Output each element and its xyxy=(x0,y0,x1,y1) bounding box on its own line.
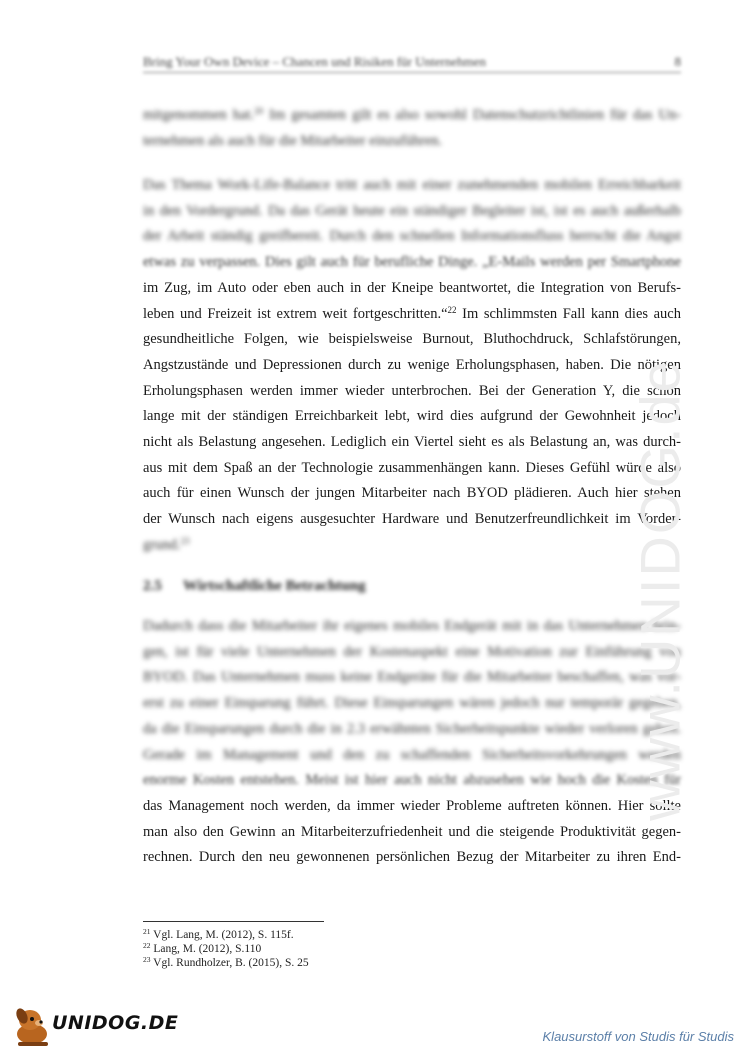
section-title: Wirtschaftliche Betrachtung xyxy=(183,578,366,594)
footnote-23: $^{23}$ Vgl. Rundholzer, B. (2015), S. 25 xyxy=(143,955,309,969)
footnote-ref: 22 xyxy=(447,304,457,315)
watermark-text: www.UNIDOG.de xyxy=(628,359,692,821)
dog-mascot-icon xyxy=(10,1004,56,1048)
text-line: etwas zu verpassen. Dies gilt auch für berufliche Dinge. „E-Mails werden per Smartphone xyxy=(143,254,681,271)
text-line: gen, ist für viele Unternehmen der Kostenaspekt eine Motivation zur Einführung von xyxy=(143,643,681,660)
footnote-22: $^{22}$ Lang, M. (2012), S.110 xyxy=(143,941,262,955)
footnote-21: $^{21}$ Vgl. Lang, M. (2012), S. 115f. xyxy=(143,927,294,941)
text-line: Angstzustände und Depressionen durch zu wenige Erholungsphasen, haben. Die nötigen xyxy=(143,356,681,373)
footnote-separator xyxy=(143,921,324,922)
footnotes xyxy=(143,928,309,970)
text-line: auch für einen Wunsch der jungen Mitarbeiter nach BYOD plädieren. Auch hier stehen xyxy=(143,485,681,502)
text-line: gesundheitliche Folgen, wie beispielsweise Burnout, Bluthochdruck, Schlafstörungen, xyxy=(143,331,681,348)
page-number: 8 xyxy=(674,54,681,69)
text-line: im Zug, im Auto oder eben auch in der Kneipe beantwortet, die Integration von Berufs- xyxy=(143,279,681,296)
text-line: Erholungsphasen werden immer wieder unterbrochen. Bei der Generation Y, die schon xyxy=(143,382,681,399)
text-line: man also den Gewinn an Mitarbeiterzufriedenheit und die steigende Produktivität gegen- xyxy=(143,823,681,840)
text-line: enorme Kosten entstehen. Meist ist hier auch nicht abzusehen wie hoch die Kosten für xyxy=(143,772,681,789)
footnote-ref: 20 xyxy=(254,106,264,116)
footnote-ref: 23 xyxy=(180,535,190,546)
text-line: in den Vordergrund. Da das Gerät heute ein ständiger Begleiter ist, ist es auch außerhalb xyxy=(143,202,681,219)
text-line: ternehmen als auch für die Mitarbeiter einzuführen. xyxy=(143,132,443,149)
paragraph-2 xyxy=(143,173,681,559)
running-header xyxy=(143,52,681,73)
text-line: Das Thema Work-Life-Balance tritt auch mit einer zunehmenden mobilen Erreichbarkeit xyxy=(143,177,681,193)
text-line: mitgenommen hat.$^{20}$ Im gesamten gilt es also sowohl Datenschutzrichtlinien für das Un- xyxy=(143,106,681,123)
text-line: lange mit der ständigen Erreichbarkeit lebt, wird dies aufgrund der Gewohnheit jedoch xyxy=(143,408,681,425)
text-line: rechnen. Durch den neu gewonnenen persönlichen Bezug der Mitarbeiter zu ihren End- xyxy=(143,849,681,866)
text-line: Gerade im Management und den zu schaffenden Sicherheitsvorkehrungen werden xyxy=(143,746,681,763)
text-line: da die Einsparungen durch die in 2.3 erwähnten Sicherheitspunkte wieder verloren gehen. xyxy=(143,720,681,737)
text-line: erst zu einer Einsparung führt. Diese Einsparungen wären jedoch nur temporär gegeben, xyxy=(143,695,681,712)
header-title: Bring Your Own Device – Chancen und Risiken für Unternehmen xyxy=(143,54,486,69)
text-line: der Arbeit ständig greifbereit. Durch den schnellen Informationsfluss herrscht die Angst xyxy=(143,228,681,245)
text-line: grund.$^{23}$ xyxy=(143,535,190,553)
section-heading xyxy=(143,578,366,595)
section-number: 2.5 xyxy=(143,578,162,594)
text-line: Dadurch dass die Mitarbeiter ihr eigenes mobiles Endgerät mit in das Unternehmen brin- xyxy=(143,618,681,634)
text-line: der Wunsch nach eigens ausgesuchter Hardware und Benutzerfreundlichkeit im Vorder- xyxy=(143,511,681,528)
text-line: leben und Freizeit ist extrem weit fortgeschritten.“$^{22}$ Im schlimmsten Fall kann dies auch xyxy=(143,304,681,322)
tagline: Klausurstoff von Studis für Studis xyxy=(542,1029,734,1044)
text-line: nicht als Belastung angesehen. Lediglich ein Viertel sieht es als Belastung an, was durch- xyxy=(143,434,681,451)
logo-text: UNIDOG.DE xyxy=(52,1012,179,1034)
unidog-logo xyxy=(10,1004,179,1048)
text-line: BYOD. Das Unternehmen muss keine Endgeräte für die Mitarbeiter beschaffen, was vor- xyxy=(143,669,681,686)
text-line: aus mit dem Spaß an der Technologie zusammenhängen kann. Dieses Gefühl würde also xyxy=(143,459,681,476)
paragraph-3 xyxy=(143,614,681,871)
paragraph-1 xyxy=(143,103,681,154)
text-line: das Management noch werden, da immer wieder Probleme auftreten können. Hier sollte xyxy=(143,797,681,814)
